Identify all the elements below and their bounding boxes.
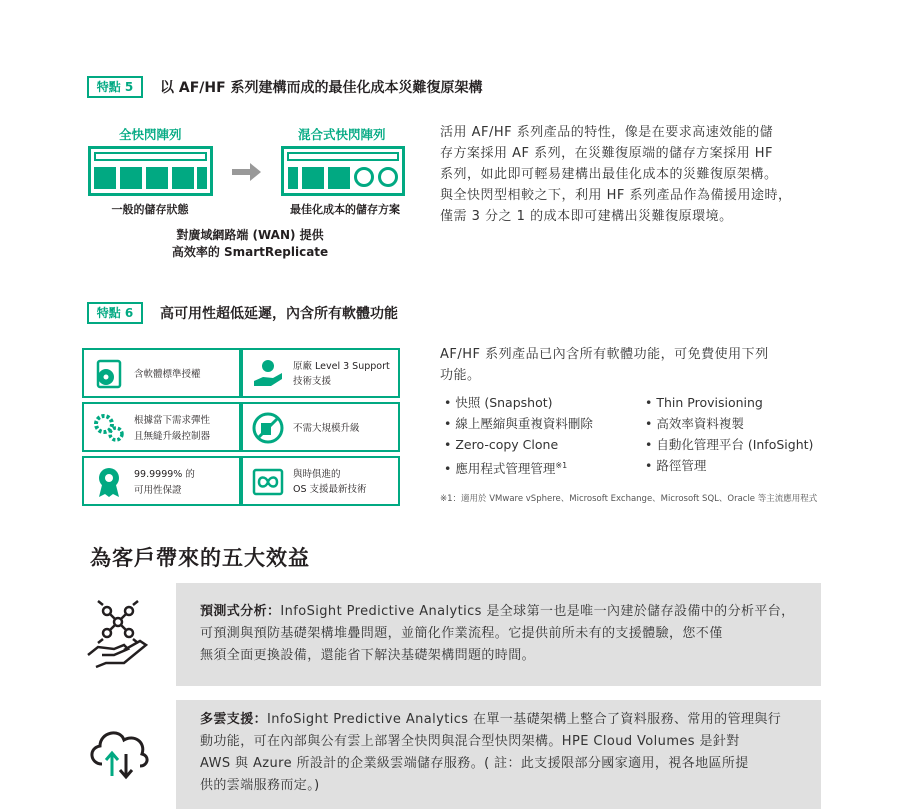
feature5-description: 活用 AF/HF 系列產品的特性，像是在要求高速效能的儲 存方案採用 AF 系列，在災難復原端的儲存方案採用 HF 系列，如此即可輕易建構出最佳化成本的災難復原架構。 與全快閃型相較之下，利用 HF 系列產品作為備援用途時， 僅需 3 分之 1 的成本即可建構出災難復原環境。 [440,125,792,224]
arrow-right-icon [232,162,262,186]
feature-controller-upgrade: 根據當下需求彈性 且無縫升級控制器 [82,402,241,452]
infinity-icon [251,465,285,499]
wan-caption-line1: 對廣域網路端 (WAN) 提供 [176,228,324,242]
list-item: • 高效率資料複製 [645,416,744,431]
list-item: • 快照 (Snapshot) [444,395,553,410]
feature-support: 原廠 Level 3 Support 技術支援 [241,348,400,398]
list-item: • 自動化管理平台 (InfoSight) [645,437,814,452]
left-caption: 一般的儲存狀態 [111,203,189,216]
benefit-text-multicloud: 多雲支援：InfoSight Predictive Analytics 在單一基礎架構上整合了資料服務、常用的管理與行 動功能，可在內部與公有雲上部署全快閃與混合型快閃架構。HPE Cloud Volumes 是針對 AWS 與 Azure 所設計的企業級雲端儲存服務。( 註：此支援限部分國家適用，視各地區所提 供的雲端服務而定。) [200,712,782,793]
feature-availability: 99.9999% 的 可用性保證 [82,456,241,506]
benefits-heading: 為客戶帶來的五大效益 [90,546,310,570]
footnote: ※1：適用於 VMware vSphere、Microsoft Exchange、Microsoft SQL、Oracle 等主流應用程式 [440,494,818,504]
all-flash-label: 全快閃陣列 [119,127,182,142]
feature6-intro: AF/HF 系列產品已內含所有軟體功能，可免費使用下列 功能。 [440,347,769,383]
wan-caption-line2: 高效率的 SmartReplicate [171,245,329,259]
bullets-left [444,392,593,479]
list-item: • Thin Provisioning [645,395,763,410]
benefit-text-predictive: 預測式分析：InfoSight Predictive Analytics 是全球第一也是唯一內建於儲存設備中的分析平台， 可預測與預防基礎架構堆疊問題，並簡化作業流程。它提供前所未有的支援體驗，您不僅 無須全面更換設備，還能省下解決基礎架構問題的時間。 [200,604,795,663]
hybrid-flash-label: 混合式快閃陣列 [298,127,386,142]
list-item: • Zero-copy Clone [444,437,559,452]
list-item: • 應用程式管理管理$^{※1}$ [444,461,568,477]
award-badge-icon [92,465,126,499]
predictive-analytics-icon [84,597,154,669]
feature-license: 含軟體標準授權 [82,348,241,398]
bullets-right [645,392,813,476]
feature6-tag: 特點 6 [87,302,143,324]
list-item: • 路徑管理 [645,458,707,473]
list-item: • 線上壓縮與重複資料刪除 [444,416,593,431]
right-caption: 最佳化成本的儲存方案 [290,203,400,216]
feature6-title: 高可用性超低延遲，內含所有軟體功能 [160,306,398,322]
feature5-tag: 特點 5 [87,76,143,98]
gears-icon [92,411,126,445]
feature5-title: 以 AF/HF 系列建構而成的最佳化成本災難復原架構 [160,80,483,96]
feature-os-update: 與時俱進的 OS 支援最新技術 [241,456,400,506]
license-disc-icon [92,357,126,391]
cloud-sync-icon [84,720,154,780]
support-hand-icon [251,357,285,391]
feature-no-upgrade: 不需大規模升級 [241,402,400,452]
no-upgrade-icon [251,411,285,445]
